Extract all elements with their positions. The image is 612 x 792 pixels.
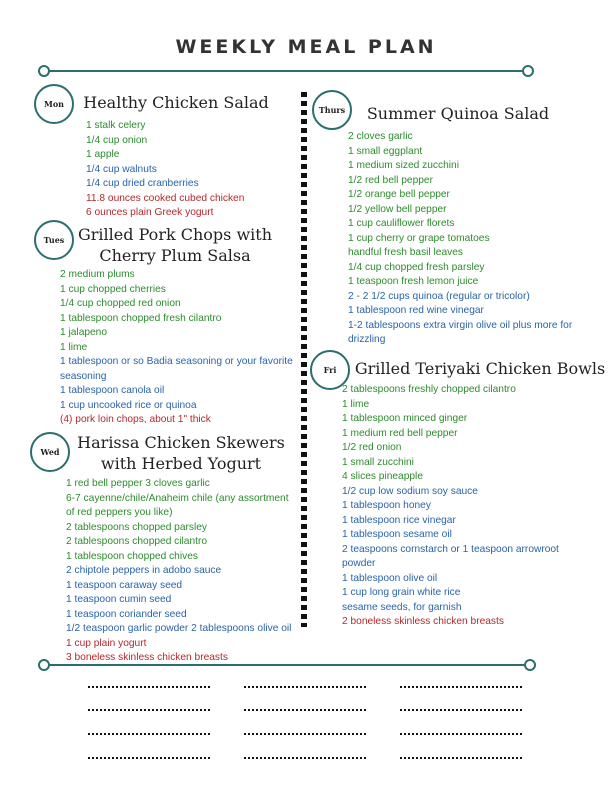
column-divider (301, 92, 307, 627)
recipe-title-tues (70, 224, 280, 266)
ingredient-item: 4 slices pineapple (342, 471, 423, 482)
footer-rule (44, 664, 530, 666)
ingredient-item: 2 chiptole peppers in adobo sauce (66, 565, 222, 576)
ingredient-item: 1 teaspoon cumin seed (66, 594, 172, 605)
footer-rule-end-right (524, 659, 536, 671)
notes-line (400, 686, 524, 688)
ingredient-item: sesame seeds, for garnish (342, 601, 462, 613)
recipe-title-line: Healthy Chicken Salad (83, 93, 269, 112)
ingredient-item: 1/2 cup low sodium soy sauce (342, 485, 478, 497)
ingredient-item: 1 lime (60, 341, 88, 353)
ingredient-item: 1 tablespoon canola oil (60, 385, 165, 396)
day-badge-thurs: Thurs (312, 90, 352, 130)
ingredient-list-fri (342, 383, 592, 630)
ingredient-item: 1/2 red onion (342, 442, 402, 453)
ingredient-item: 1 tablespoon minced ginger (342, 413, 468, 424)
ingredient-item: 1/4 cup chopped red onion (60, 298, 181, 309)
ingredient-item: 2 - 2 1/2 cups quinoa (regular or tricolor) (348, 290, 530, 302)
recipe-title-line: Grilled Teriyaki Chicken Bowls (354, 359, 606, 378)
notes-line (244, 733, 368, 735)
header-rule-end-right (522, 65, 534, 77)
ingredient-item: 1 tablespoon chopped chives (66, 550, 198, 562)
ingredient-list-thurs (348, 130, 588, 348)
notes-line (88, 757, 212, 759)
recipe-title-line: Summer Quinoa Salad (366, 104, 550, 123)
header-rule (44, 70, 526, 72)
ingredient-item: 2 cloves garlic (348, 131, 413, 142)
ingredient-item: 2 tablespoons chopped parsley (66, 521, 208, 533)
ingredient-item: 1 tablespoon or so Badia seasoning or your favorite seasoning (60, 356, 293, 382)
notes-line (88, 686, 212, 688)
ingredient-item: 1 cup long grain white rice (342, 587, 461, 598)
ingredient-item: handful fresh basil leaves (348, 247, 463, 258)
ingredient-item: 1/2 yellow bell pepper (348, 203, 447, 215)
ingredient-item: 1-2 tablespoons extra virgin olive oil plus more for drizzling (348, 319, 573, 345)
ingredient-item: 1 cup cauliflower florets (348, 218, 455, 229)
day-badge-fri: Fri (310, 350, 350, 390)
page-title: WEEKLY MEAL PLAN (175, 36, 437, 58)
recipe-title-line: Cherry Plum Salsa (99, 246, 251, 265)
recipe-title-fri (350, 358, 610, 379)
recipe-title-line: Grilled Pork Chops with (77, 225, 273, 244)
ingredient-item: 1/2 orange bell pepper (348, 189, 450, 200)
ingredient-item: (4) pork loin chops, about 1" thick (60, 414, 211, 425)
ingredient-item: 2 tablespoons freshly chopped cilantro (342, 384, 516, 395)
ingredient-item: 1 tablespoon sesame oil (342, 529, 452, 540)
ingredient-list-tues (60, 268, 298, 428)
ingredient-item: 1 teaspoon coriander seed (66, 608, 187, 620)
ingredient-list-mon (86, 119, 296, 221)
ingredient-item: 1 small eggplant (348, 145, 423, 157)
ingredient-item: 2 boneless skinless chicken breasts (342, 616, 504, 627)
ingredient-item: 6-7 cayenne/chile/Anaheim chile (any assortment of red peppers you like) (66, 492, 289, 518)
footer-rule-end-left (38, 659, 50, 671)
ingredient-list-wed (66, 477, 298, 666)
notes-line (88, 709, 212, 711)
ingredient-item: 3 boneless skinless chicken breasts (66, 652, 228, 663)
ingredient-item: 1/4 cup dried cranberries (86, 178, 199, 189)
ingredient-item: 1 cup plain yogurt (66, 637, 147, 649)
day-badge-wed: Wed (30, 432, 70, 472)
day-badge-mon: Mon (34, 84, 74, 124)
ingredient-item: 1 lime (342, 398, 370, 410)
ingredient-item: 1 tablespoon chopped fresh cilantro (60, 312, 222, 324)
ingredient-item: 1/2 red bell pepper (348, 174, 433, 186)
notes-line (244, 686, 368, 688)
recipe-title-thurs (358, 103, 558, 124)
notes-line (400, 757, 524, 759)
ingredient-item: 1 tablespoon rice vinegar (342, 514, 456, 526)
ingredient-item: 1 teaspoon caraway seed (66, 579, 183, 591)
recipe-title-line: with Herbed Yogurt (100, 454, 262, 473)
ingredient-item: 1 apple (86, 149, 120, 160)
notes-line (88, 733, 212, 735)
ingredient-item: 1 small zucchini (342, 456, 414, 468)
ingredient-item: 1 teaspoon fresh lemon juice (348, 276, 479, 287)
ingredient-item: 1/4 cup chopped fresh parsley (348, 261, 485, 273)
header-rule-end-left (38, 65, 50, 77)
notes-line (244, 709, 368, 711)
ingredient-item: 1 tablespoon honey (342, 500, 431, 511)
ingredient-item: 1 cup chopped cherries (60, 283, 166, 295)
ingredient-item: 1 cup cherry or grape tomatoes (348, 232, 490, 244)
ingredient-item: 1 tablespoon red wine vinegar (348, 305, 484, 316)
recipe-title-mon (76, 92, 276, 113)
ingredient-item: 2 medium plums (60, 269, 135, 280)
ingredient-item: 1 stalk celery (86, 120, 146, 131)
ingredient-item: 1/4 cup walnuts (86, 163, 157, 175)
notes-line (400, 733, 524, 735)
ingredient-item: 1 medium red bell pepper (342, 427, 458, 439)
ingredient-item: 1/2 teaspoon garlic powder 2 tablespoons olive oil (66, 623, 292, 634)
ingredient-item: 6 ounces plain Greek yogurt (86, 207, 214, 218)
ingredient-item: 2 teaspoons cornstarch or 1 teaspoon arrowroot powder (342, 543, 559, 569)
ingredient-item: 1 red bell pepper 3 cloves garlic (66, 478, 210, 489)
ingredient-item: 11.8 ounces cooked cubed chicken (86, 192, 245, 204)
notes-line (244, 757, 368, 759)
ingredient-item: 1 tablespoon olive oil (342, 572, 438, 584)
ingredient-item: 2 tablespoons chopped cilantro (66, 536, 208, 547)
recipe-title-wed (70, 432, 292, 474)
ingredient-item: 1/4 cup onion (86, 134, 148, 146)
ingredient-item: 1 jalapeno (60, 327, 108, 338)
day-badge-tues: Tues (34, 220, 74, 260)
ingredient-item: 1 medium sized zucchini (348, 160, 459, 171)
recipe-title-line: Harissa Chicken Skewers (77, 433, 285, 452)
notes-line (400, 709, 524, 711)
ingredient-item: 1 cup uncooked rice or quinoa (60, 399, 197, 411)
